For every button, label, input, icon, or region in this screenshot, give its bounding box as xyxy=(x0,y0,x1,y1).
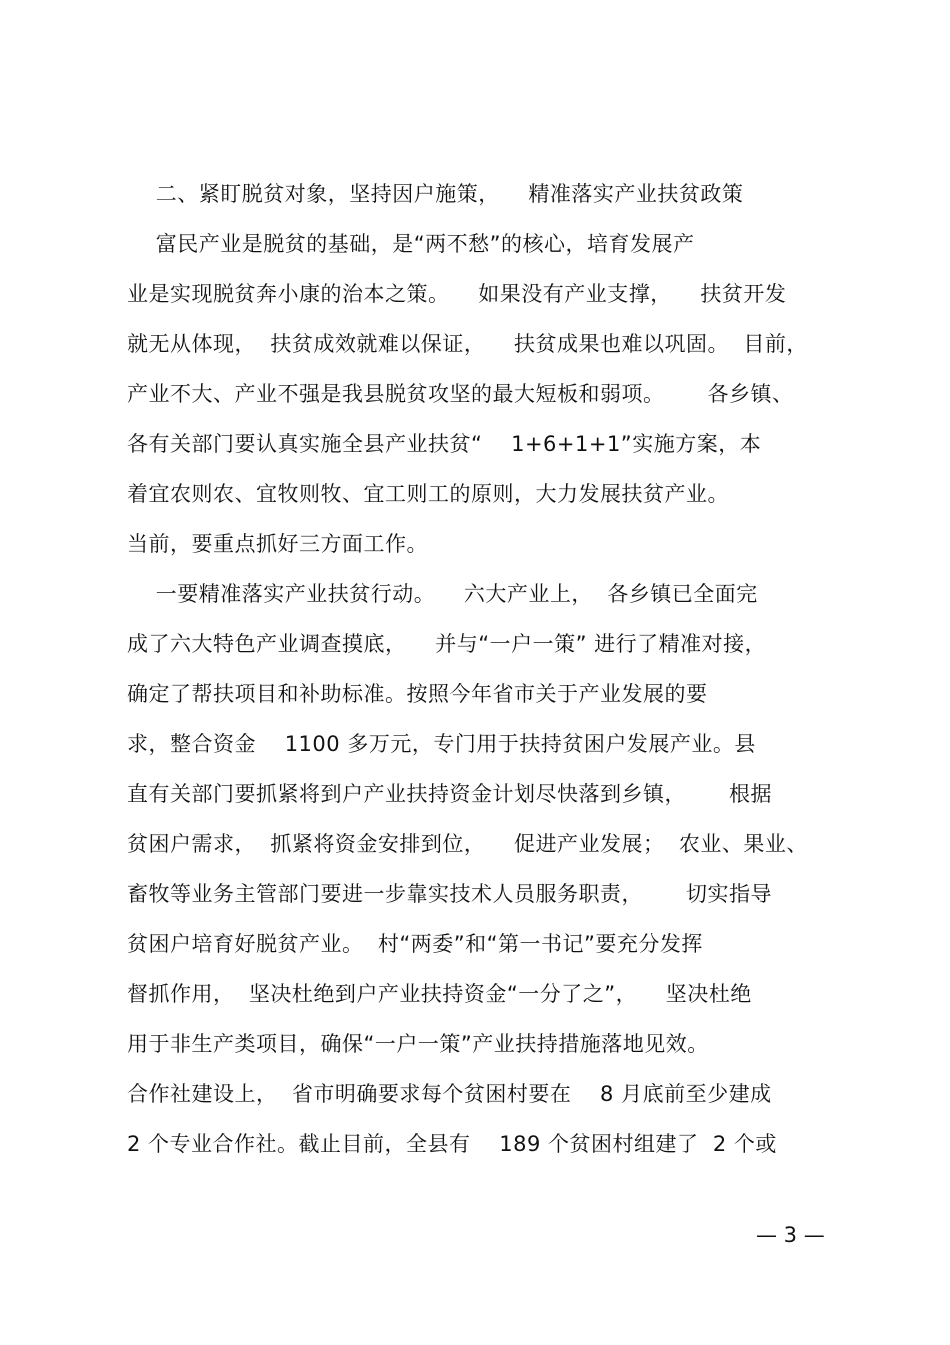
paragraph-line: 当前，要重点抓好三方面工作。 xyxy=(127,532,428,556)
paragraph-line: 富民产业是脱贫的基础，是“两不愁”的核心，培育发展产 xyxy=(127,232,695,256)
paragraph-line: 业是实现脱贫奔小康的治本之策。 如果没有产业支撑， 扶贫开发 xyxy=(127,282,787,306)
paragraph-line: 产业不大、产业不强是我县脱贫攻坚的最大短板和弱项。 各乡镇、 xyxy=(127,382,794,406)
paragraph-line: 督抓作用， 坚决杜绝到户产业扶持资金“一分了之”， 坚决杜绝 xyxy=(127,982,752,1006)
paragraph-line: 各有关部门要认真实施全县产业扶贫“ 1+6+1+1”实施方案，本 xyxy=(127,432,762,456)
paragraph-line: 着宜农则农、宜牧则牧、宜工则工的原则，大力发展扶贫产业。 xyxy=(127,482,729,506)
page-number: — 3 — xyxy=(756,1223,825,1247)
paragraph-line: 确定了帮扶项目和补助标准。按照今年省市关于产业发展的要 xyxy=(127,682,708,706)
paragraph-line: 直有关部门要抓紧将到户产业扶持资金计划尽快落到乡镇， 根据 xyxy=(127,782,773,806)
paragraph-line: 求，整合资金 1100 多万元，专门用于扶持贫困户发展产业。县 xyxy=(127,732,756,756)
paragraph-line: 用于非生产类项目，确保“一户一策”产业扶持措施落地见效。 xyxy=(127,1032,709,1056)
paragraph-line: 成了六大特色产业调查摸底， 并与“一户一策” 进行了精准对接， xyxy=(127,632,767,656)
paragraph-line: 畜牧等业务主管部门要进一步靠实技术人员服务职责， 切实指导 xyxy=(127,882,773,906)
paragraph-line: 一要精准落实产业扶贫行动。 六大产业上， 各乡镇已全面完 xyxy=(127,582,758,606)
paragraph-line: 2 个专业合作社。截止目前，全县有 189 个贫困村组建了 2 个或 xyxy=(127,1132,777,1156)
section-heading: 二、紧盯脱贫对象，坚持因户施策， 精准落实产业扶贫政策 xyxy=(127,182,744,206)
paragraph-line: 就无从体现， 扶贫成效就难以保证， 扶贫成果也难以巩固。 目前， xyxy=(127,332,808,356)
paragraph-line: 合作社建设上， 省市明确要求每个贫困村要在 8 月底前至少建成 xyxy=(127,1082,772,1106)
paragraph-line: 贫困户培育好脱贫产业。 村“两委”和“第一书记”要充分发挥 xyxy=(127,932,703,956)
paragraph-line: 贫困户需求， 抓紧将资金安排到位， 促进产业发展； 农业、果业、 xyxy=(127,832,808,856)
